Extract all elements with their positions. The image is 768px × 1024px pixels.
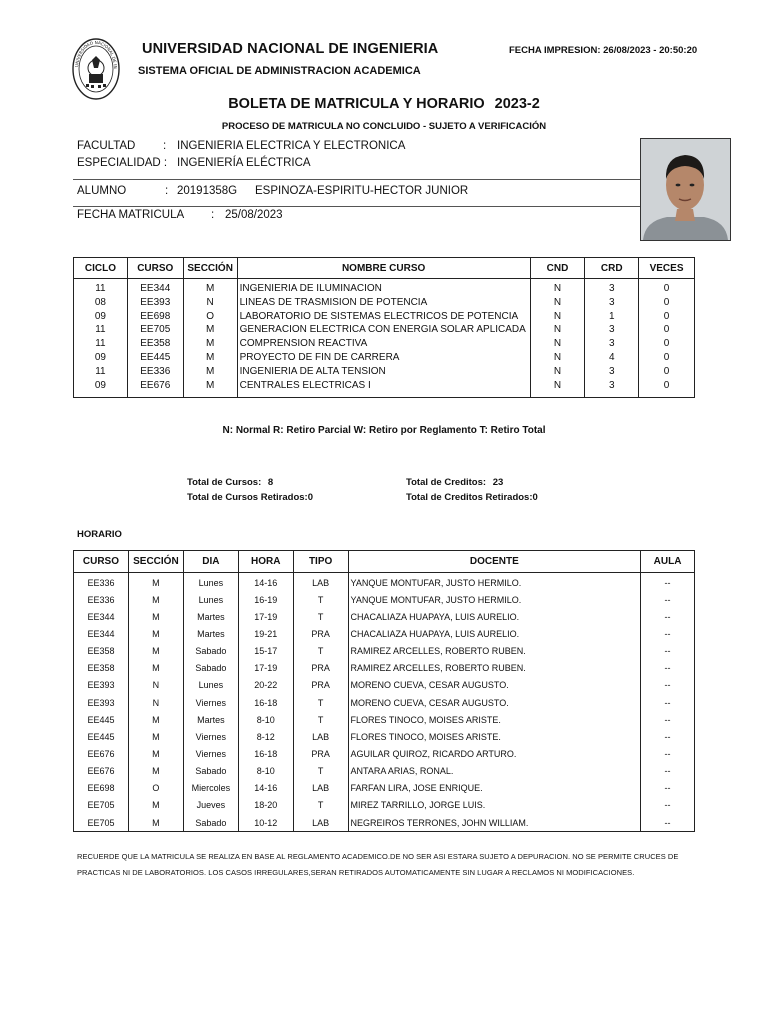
table-row [74, 365, 695, 379]
cell-aula: -- [641, 625, 695, 642]
table-row [74, 573, 695, 592]
facultad-label: FACULTAD [77, 140, 136, 152]
table-row [74, 814, 695, 832]
cell-hora: 14-16 [238, 780, 293, 797]
col-hora: HORA [238, 551, 293, 573]
courses-table [73, 257, 695, 398]
cell-docente: YANQUE MONTUFAR, JUSTO HERMILO. [348, 591, 641, 608]
cell-aula: -- [641, 745, 695, 762]
cell-curso: EE358 [127, 337, 183, 351]
cell-hora: 14-16 [238, 573, 293, 592]
cell-tipo: PRA [293, 660, 348, 677]
table-row [74, 351, 695, 365]
cell-veces: 0 [639, 365, 695, 379]
cell-aula: -- [641, 711, 695, 728]
cell-aula: -- [641, 763, 695, 780]
cell-tipo: LAB [293, 814, 348, 832]
cell-docente: RAMIREZ ARCELLES, ROBERTO RUBEN. [348, 643, 641, 660]
cell-tipo: T [293, 643, 348, 660]
col-seccion: SECCIÓN [183, 258, 237, 279]
cell-veces: 0 [639, 323, 695, 337]
cell-seccion: N [128, 694, 183, 711]
cell-crd: 3 [585, 379, 639, 398]
total-cursos-value: 8 [267, 477, 274, 488]
cell-dia: Sabado [183, 643, 238, 660]
cell-curso: EE336 [74, 591, 129, 608]
cell-tipo: T [293, 694, 348, 711]
cell-ciclo: 08 [74, 296, 128, 310]
cell-nombre: INGENIERIA DE ILUMINACION [237, 279, 530, 296]
cell-docente: MORENO CUEVA, CESAR AUGUSTO. [348, 677, 641, 694]
cell-veces: 0 [639, 379, 695, 398]
cell-tipo: LAB [293, 728, 348, 745]
cell-ciclo: 11 [74, 323, 128, 337]
cell-nombre: GENERACION ELECTRICA CON ENERGIA SOLAR APLICADA [237, 323, 530, 337]
cell-nombre: CENTRALES ELECTRICAS I [237, 379, 530, 398]
cell-curso: EE393 [127, 296, 183, 310]
especialidad-label: ESPECIALIDAD : [77, 157, 168, 169]
cell-tipo: PRA [293, 677, 348, 694]
col-crd: CRD [585, 258, 639, 279]
col-ciclo: CICLO [74, 258, 128, 279]
cell-dia: Lunes [183, 573, 238, 592]
cell-seccion: M [183, 365, 237, 379]
title-text: BOLETA DE MATRICULA Y HORARIO [228, 96, 485, 112]
table-row [74, 591, 695, 608]
col-curso: CURSO [127, 258, 183, 279]
cell-ciclo: 09 [74, 351, 128, 365]
col-aula: AULA [641, 551, 695, 573]
table-row [74, 337, 695, 351]
cell-docente: RAMIREZ ARCELLES, ROBERTO RUBEN. [348, 660, 641, 677]
total-cursos-retirados: Total de Cursos Retirados:0 [187, 492, 313, 503]
cell-aula: -- [641, 573, 695, 592]
cell-hora: 16-18 [238, 694, 293, 711]
cell-hora: 16-18 [238, 745, 293, 762]
cell-docente: AGUILAR QUIROZ, RICARDO ARTURO. [348, 745, 641, 762]
cell-dia: Sabado [183, 660, 238, 677]
col-curso: CURSO [74, 551, 129, 573]
cell-dia: Martes [183, 608, 238, 625]
cell-curso: EE445 [127, 351, 183, 365]
cell-crd: 3 [585, 296, 639, 310]
cell-hora: 8-10 [238, 763, 293, 780]
col-veces: VECES [639, 258, 695, 279]
seal-lettering: UNIVERSIDAD NACIONAL DE IN [74, 39, 119, 69]
horario-section-title: HORARIO [77, 529, 122, 540]
col-seccion: SECCIÓN [128, 551, 183, 573]
cell-docente: MIREZ TARRILLO, JORGE LUIS. [348, 797, 641, 814]
cell-hora: 10-12 [238, 814, 293, 832]
cell-crd: 3 [585, 365, 639, 379]
col-nombre-curso: NOMBRE CURSO [237, 258, 530, 279]
cell-seccion: M [183, 379, 237, 398]
fecha-matricula-value: 25/08/2023 [225, 209, 283, 221]
title-period: 2023-2 [494, 96, 540, 112]
cell-curso: EE393 [74, 677, 129, 694]
cell-curso: EE344 [74, 608, 129, 625]
cell-dia: Jueves [183, 797, 238, 814]
cell-seccion: M [183, 279, 237, 296]
cell-tipo: T [293, 608, 348, 625]
cell-curso: EE336 [127, 365, 183, 379]
divider-line [73, 179, 640, 180]
col-dia: DIA [183, 551, 238, 573]
cell-seccion: M [128, 814, 183, 832]
cell-curso: EE336 [74, 573, 129, 592]
alumno-name: ESPINOZA-ESPIRITU-HECTOR JUNIOR [255, 185, 469, 197]
cell-docente: NEGREIROS TERRONES, JOHN WILLIAM. [348, 814, 641, 832]
cell-seccion: O [183, 310, 237, 324]
cell-tipo: T [293, 797, 348, 814]
cell-nombre: INGENIERIA DE ALTA TENSION [237, 365, 530, 379]
cell-seccion: M [183, 323, 237, 337]
cell-cnd: N [530, 351, 585, 365]
col-docente: DOCENTE [348, 551, 641, 573]
alumno-sep: : [165, 185, 169, 197]
cell-dia: Martes [183, 711, 238, 728]
col-tipo: TIPO [293, 551, 348, 573]
cell-seccion: M [128, 643, 183, 660]
cell-veces: 0 [639, 310, 695, 324]
cell-seccion: M [128, 660, 183, 677]
table-row [74, 763, 695, 780]
cell-curso: EE698 [127, 310, 183, 324]
divider-line [73, 206, 640, 207]
cell-hora: 15-17 [238, 643, 293, 660]
cell-curso: EE698 [74, 780, 129, 797]
fecha-matricula-sep: : [211, 209, 215, 221]
cell-curso: EE676 [74, 763, 129, 780]
total-creditos [406, 477, 503, 488]
cell-ciclo: 11 [74, 337, 128, 351]
cell-dia: Martes [183, 625, 238, 642]
cell-aula: -- [641, 797, 695, 814]
cell-curso: EE445 [74, 711, 129, 728]
cell-tipo: T [293, 763, 348, 780]
cell-curso: EE705 [74, 814, 129, 832]
table-row [74, 780, 695, 797]
cell-cnd: N [530, 337, 585, 351]
cell-curso: EE676 [74, 745, 129, 762]
footnote-line-1: RECUERDE QUE LA MATRICULA SE REALIZA EN BASE AL REGLAMENTO ACADEMICO.DE NO SER ASI ESTARA SUJETO A DEPURACION. NO SE PERMITE CRUCES DE [77, 852, 679, 861]
cell-seccion: M [128, 763, 183, 780]
cell-docente: ANTARA ARIAS, RONAL. [348, 763, 641, 780]
cell-veces: 0 [639, 279, 695, 296]
cell-veces: 0 [639, 337, 695, 351]
cell-ciclo: 11 [74, 279, 128, 296]
cell-dia: Viernes [183, 745, 238, 762]
cell-ciclo: 11 [74, 365, 128, 379]
table-row [74, 625, 695, 642]
system-name: SISTEMA OFICIAL DE ADMINISTRACION ACADEMICA [138, 65, 421, 77]
cell-aula: -- [641, 728, 695, 745]
cell-seccion: M [128, 797, 183, 814]
cell-curso: EE344 [74, 625, 129, 642]
cell-veces: 0 [639, 351, 695, 365]
cell-aula: -- [641, 677, 695, 694]
cell-crd: 3 [585, 323, 639, 337]
schedule-table [73, 550, 695, 832]
table-row [74, 694, 695, 711]
table-row [74, 797, 695, 814]
cell-seccion: M [183, 337, 237, 351]
cell-hora: 16-19 [238, 591, 293, 608]
cell-aula: -- [641, 591, 695, 608]
alumno-label: ALUMNO [77, 185, 127, 197]
cell-curso: EE344 [127, 279, 183, 296]
cell-veces: 0 [639, 296, 695, 310]
university-name: UNIVERSIDAD NACIONAL DE INGENIERIA [142, 41, 439, 57]
cell-tipo: LAB [293, 573, 348, 592]
cell-docente: MORENO CUEVA, CESAR AUGUSTO. [348, 694, 641, 711]
table-row [74, 728, 695, 745]
alumno-code: 20191358G [177, 185, 238, 197]
cell-cnd: N [530, 365, 585, 379]
cell-tipo: T [293, 591, 348, 608]
cell-seccion: M [128, 711, 183, 728]
cell-aula: -- [641, 814, 695, 832]
print-date: FECHA IMPRESION: 26/08/2023 - 20:50:20 [509, 45, 698, 56]
cell-aula: -- [641, 660, 695, 677]
table-row [74, 296, 695, 310]
university-seal-logo [72, 38, 120, 100]
cell-nombre: COMPRENSION REACTIVA [237, 337, 530, 351]
cell-cnd: N [530, 296, 585, 310]
cell-seccion: M [128, 573, 183, 592]
cell-nombre: PROYECTO DE FIN DE CARRERA [237, 351, 530, 365]
table-row [74, 660, 695, 677]
cell-cnd: N [530, 323, 585, 337]
cell-nombre: LABORATORIO DE SISTEMAS ELECTRICOS DE POTENCIA [237, 310, 530, 324]
cell-seccion: M [128, 625, 183, 642]
status-legend: N: Normal R: Retiro Parcial W: Retiro por Reglamento T: Retiro Total [222, 425, 546, 436]
cell-aula: -- [641, 780, 695, 797]
cell-aula: -- [641, 643, 695, 660]
cell-hora: 20-22 [238, 677, 293, 694]
cell-ciclo: 09 [74, 379, 128, 398]
cell-cnd: N [530, 310, 585, 324]
cell-seccion: M [128, 728, 183, 745]
document-title [0, 96, 768, 112]
cell-dia: Miercoles [183, 780, 238, 797]
especialidad-value: INGENIERÍA ELÉCTRICA [177, 157, 311, 169]
cell-aula: -- [641, 608, 695, 625]
cell-hora: 8-10 [238, 711, 293, 728]
cell-dia: Lunes [183, 677, 238, 694]
cell-curso: EE358 [74, 660, 129, 677]
cell-curso: EE393 [74, 694, 129, 711]
cell-seccion: M [183, 351, 237, 365]
cell-tipo: PRA [293, 745, 348, 762]
cell-nombre: LINEAS DE TRASMISION DE POTENCIA [237, 296, 530, 310]
table-row [74, 279, 695, 296]
cell-dia: Viernes [183, 728, 238, 745]
cell-docente: YANQUE MONTUFAR, JUSTO HERMILO. [348, 573, 641, 592]
table-row [74, 310, 695, 324]
table-row [74, 677, 695, 694]
table-row [74, 711, 695, 728]
cell-tipo: PRA [293, 625, 348, 642]
cell-hora: 18-20 [238, 797, 293, 814]
cell-curso: EE358 [74, 643, 129, 660]
cell-dia: Sabado [183, 763, 238, 780]
cell-aula: -- [641, 694, 695, 711]
cell-curso: EE705 [74, 797, 129, 814]
total-creditos-value: 23 [492, 477, 504, 488]
cell-tipo: T [293, 711, 348, 728]
cell-crd: 4 [585, 351, 639, 365]
cell-crd: 1 [585, 310, 639, 324]
student-photo [640, 138, 731, 241]
cell-hora: 17-19 [238, 608, 293, 625]
col-cnd: CND [530, 258, 585, 279]
total-cursos [187, 477, 273, 488]
cell-seccion: M [128, 608, 183, 625]
cell-ciclo: 09 [74, 310, 128, 324]
footnote-line-2: PRACTICAS NI DE LABORATORIOS. LOS CASOS IRREGULARES,SERAN RETIRADOS AUTOMATICAMENTE SIN LUGAR A RECLAMOS NI MODIFICACIONES. [77, 868, 635, 877]
cell-seccion: M [128, 745, 183, 762]
cell-docente: FARFAN LIRA, JOSE ENRIQUE. [348, 780, 641, 797]
cell-docente: FLORES TINOCO, MOISES ARISTE. [348, 728, 641, 745]
cell-seccion: M [128, 591, 183, 608]
total-creditos-retirados: Total de Creditos Retirados:0 [406, 492, 538, 503]
cell-crd: 3 [585, 337, 639, 351]
cell-seccion: O [128, 780, 183, 797]
total-creditos-label: Total de Creditos: [406, 477, 487, 488]
cell-curso: EE705 [127, 323, 183, 337]
cell-curso: EE676 [127, 379, 183, 398]
cell-seccion: N [183, 296, 237, 310]
table-row [74, 643, 695, 660]
cell-docente: CHACALIAZA HUAPAYA, LUIS AURELIO. [348, 608, 641, 625]
cell-dia: Lunes [183, 591, 238, 608]
total-cursos-label: Total de Cursos: [187, 477, 262, 488]
cell-hora: 17-19 [238, 660, 293, 677]
facultad-sep: : [163, 140, 167, 152]
cell-tipo: LAB [293, 780, 348, 797]
cell-curso: EE445 [74, 728, 129, 745]
cell-docente: FLORES TINOCO, MOISES ARISTE. [348, 711, 641, 728]
table-row [74, 745, 695, 762]
facultad-value: INGENIERIA ELECTRICA Y ELECTRONICA [177, 140, 406, 152]
cell-seccion: N [128, 677, 183, 694]
cell-docente: CHACALIAZA HUAPAYA, LUIS AURELIO. [348, 625, 641, 642]
cell-cnd: N [530, 379, 585, 398]
cell-hora: 19-21 [238, 625, 293, 642]
process-status: PROCESO DE MATRICULA NO CONCLUIDO - SUJETO A VERIFICACIÓN [221, 121, 547, 132]
courses-header-row [74, 258, 695, 279]
cell-cnd: N [530, 279, 585, 296]
table-row [74, 608, 695, 625]
fecha-matricula-label: FECHA MATRICULA [77, 209, 185, 221]
cell-dia: Sabado [183, 814, 238, 832]
table-row [74, 379, 695, 398]
cell-dia: Viernes [183, 694, 238, 711]
table-row [74, 323, 695, 337]
cell-hora: 8-12 [238, 728, 293, 745]
cell-crd: 3 [585, 279, 639, 296]
schedule-header-row [74, 551, 695, 573]
